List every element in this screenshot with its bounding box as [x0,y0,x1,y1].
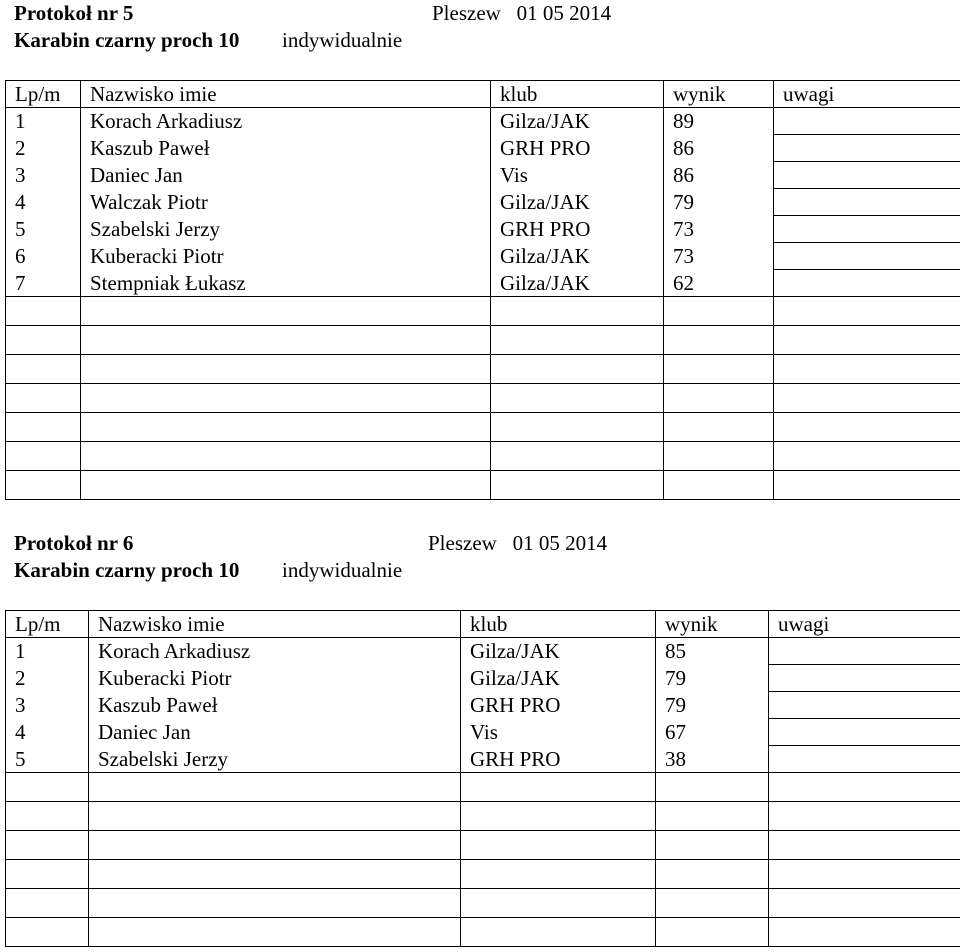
table-row [6,108,960,135]
results-table [5,80,960,500]
empty-cell [6,413,81,442]
name-cell: Kuberacki Piotr [89,665,461,692]
club-cell: GRH PRO [461,692,656,719]
score-cell: 62 [664,270,774,297]
column-header-place: Lp/m [6,611,89,638]
empty-row [6,326,960,355]
empty-row [6,860,960,889]
empty-cell [89,831,461,860]
empty-cell [81,413,491,442]
name-cell: Daniec Jan [81,162,491,189]
place-date: Pleszew 01 05 2014 [428,531,608,555]
place-cell: 2 [6,665,89,692]
empty-cell [664,442,774,471]
empty-cell [89,889,461,918]
results-table [5,610,960,947]
table-row [6,665,960,692]
empty-cell [6,802,89,831]
score-cell: 79 [656,692,769,719]
club-cell: Gilza/JAK [461,638,656,665]
empty-cell [6,860,89,889]
table-row [6,270,960,297]
empty-row [6,355,960,384]
column-header-club: klub [461,611,656,638]
place-date: Pleszew 01 05 2014 [432,1,612,25]
empty-row [6,413,960,442]
remarks-cell [769,638,960,665]
empty-cell [6,326,81,355]
empty-cell [769,831,960,860]
empty-cell [81,297,491,326]
empty-cell [664,326,774,355]
empty-cell [664,413,774,442]
score-cell: 38 [656,746,769,773]
name-cell: Kuberacki Piotr [81,243,491,270]
table-header-row [6,611,960,638]
empty-row [6,297,960,326]
club-cell: Gilza/JAK [491,270,664,297]
remarks-cell [769,719,960,746]
place-cell: 1 [6,638,89,665]
empty-row [6,442,960,471]
remarks-cell [774,108,960,135]
empty-cell [664,471,774,500]
category-line [0,557,960,584]
place-cell: 5 [6,216,81,243]
category-line [0,27,960,54]
empty-cell [656,802,769,831]
category-type: indywidualnie [282,558,403,582]
category-name: Karabin czarny proch 10 [14,28,240,52]
empty-cell [769,860,960,889]
empty-cell [656,918,769,947]
empty-cell [774,355,960,384]
empty-cell [81,355,491,384]
score-cell: 79 [664,189,774,216]
column-header-name: Nazwisko imie [81,81,491,108]
empty-cell [81,384,491,413]
club-cell: Vis [461,719,656,746]
remarks-cell [769,746,960,773]
remarks-cell [769,665,960,692]
column-header-remarks: uwagi [774,81,960,108]
remarks-cell [774,135,960,162]
empty-cell [769,918,960,947]
place-cell: 1 [6,108,81,135]
name-cell: Daniec Jan [89,719,461,746]
remarks-cell [769,692,960,719]
score-cell: 79 [656,665,769,692]
empty-cell [769,773,960,802]
empty-cell [89,773,461,802]
club-cell: GRH PRO [491,135,664,162]
empty-cell [461,889,656,918]
empty-cell [491,442,664,471]
column-header-club: klub [491,81,664,108]
column-header-remarks: uwagi [769,611,960,638]
empty-cell [664,384,774,413]
table-header-row [6,81,960,108]
table-row [6,216,960,243]
empty-cell [491,355,664,384]
table-row [6,135,960,162]
empty-cell [6,831,89,860]
empty-cell [774,384,960,413]
empty-cell [656,860,769,889]
empty-cell [769,889,960,918]
category-name: Karabin czarny proch 10 [14,558,240,582]
empty-cell [6,918,89,947]
empty-cell [6,889,89,918]
empty-cell [461,918,656,947]
column-header-score: wynik [656,611,769,638]
remarks-cell [774,216,960,243]
score-cell: 73 [664,216,774,243]
remarks-cell [774,162,960,189]
table-row [6,162,960,189]
empty-cell [491,413,664,442]
empty-cell [491,471,664,500]
score-cell: 73 [664,243,774,270]
empty-cell [6,297,81,326]
place-cell: 3 [6,162,81,189]
protocol-header [0,0,960,27]
empty-cell [664,355,774,384]
name-cell: Kaszub Paweł [81,135,491,162]
empty-cell [461,802,656,831]
empty-cell [491,297,664,326]
empty-row [6,384,960,413]
score-cell: 89 [664,108,774,135]
empty-cell [774,471,960,500]
table-row [6,719,960,746]
empty-cell [6,384,81,413]
table-row [6,746,960,773]
table-row [6,638,960,665]
name-cell: Korach Arkadiusz [89,638,461,665]
remarks-cell [774,270,960,297]
empty-cell [491,384,664,413]
empty-cell [656,831,769,860]
table-row [6,189,960,216]
name-cell: Szabelski Jerzy [81,216,491,243]
remarks-cell [774,243,960,270]
score-cell: 86 [664,162,774,189]
protocol-6 [0,530,960,947]
score-cell: 67 [656,719,769,746]
empty-cell [491,326,664,355]
empty-row [6,773,960,802]
empty-cell [774,413,960,442]
score-cell: 85 [656,638,769,665]
place-cell: 6 [6,243,81,270]
column-header-place: Lp/m [6,81,81,108]
table-row [6,692,960,719]
empty-cell [461,831,656,860]
place-cell: 4 [6,719,89,746]
empty-cell [89,802,461,831]
place-cell: 7 [6,270,81,297]
empty-cell [81,326,491,355]
column-header-score: wynik [664,81,774,108]
empty-cell [6,355,81,384]
name-cell: Stempniak Łukasz [81,270,491,297]
empty-cell [461,860,656,889]
empty-cell [81,442,491,471]
place-cell: 3 [6,692,89,719]
protocol-header [0,530,960,557]
empty-row [6,471,960,500]
club-cell: GRH PRO [461,746,656,773]
name-cell: Kaszub Paweł [89,692,461,719]
empty-row [6,918,960,947]
empty-cell [461,773,656,802]
place-cell: 2 [6,135,81,162]
category-type: indywidualnie [282,28,403,52]
club-cell: Vis [491,162,664,189]
empty-cell [89,860,461,889]
empty-cell [769,802,960,831]
empty-cell [656,773,769,802]
empty-cell [664,297,774,326]
name-cell: Walczak Piotr [81,189,491,216]
club-cell: Gilza/JAK [491,243,664,270]
empty-cell [81,471,491,500]
score-cell: 86 [664,135,774,162]
table-row [6,243,960,270]
empty-cell [6,773,89,802]
protocol-number: Protokoł nr 6 [14,531,134,555]
empty-cell [774,442,960,471]
column-header-name: Nazwisko imie [89,611,461,638]
place-cell: 5 [6,746,89,773]
place-cell: 4 [6,189,81,216]
empty-cell [6,471,81,500]
empty-row [6,831,960,860]
club-cell: Gilza/JAK [461,665,656,692]
club-cell: Gilza/JAK [491,189,664,216]
name-cell: Korach Arkadiusz [81,108,491,135]
empty-cell [656,889,769,918]
club-cell: Gilza/JAK [491,108,664,135]
empty-row [6,889,960,918]
empty-cell [89,918,461,947]
club-cell: GRH PRO [491,216,664,243]
remarks-cell [774,189,960,216]
empty-cell [6,442,81,471]
empty-cell [774,326,960,355]
empty-cell [774,297,960,326]
protocol-number: Protokoł nr 5 [14,1,134,25]
name-cell: Szabelski Jerzy [89,746,461,773]
empty-row [6,802,960,831]
